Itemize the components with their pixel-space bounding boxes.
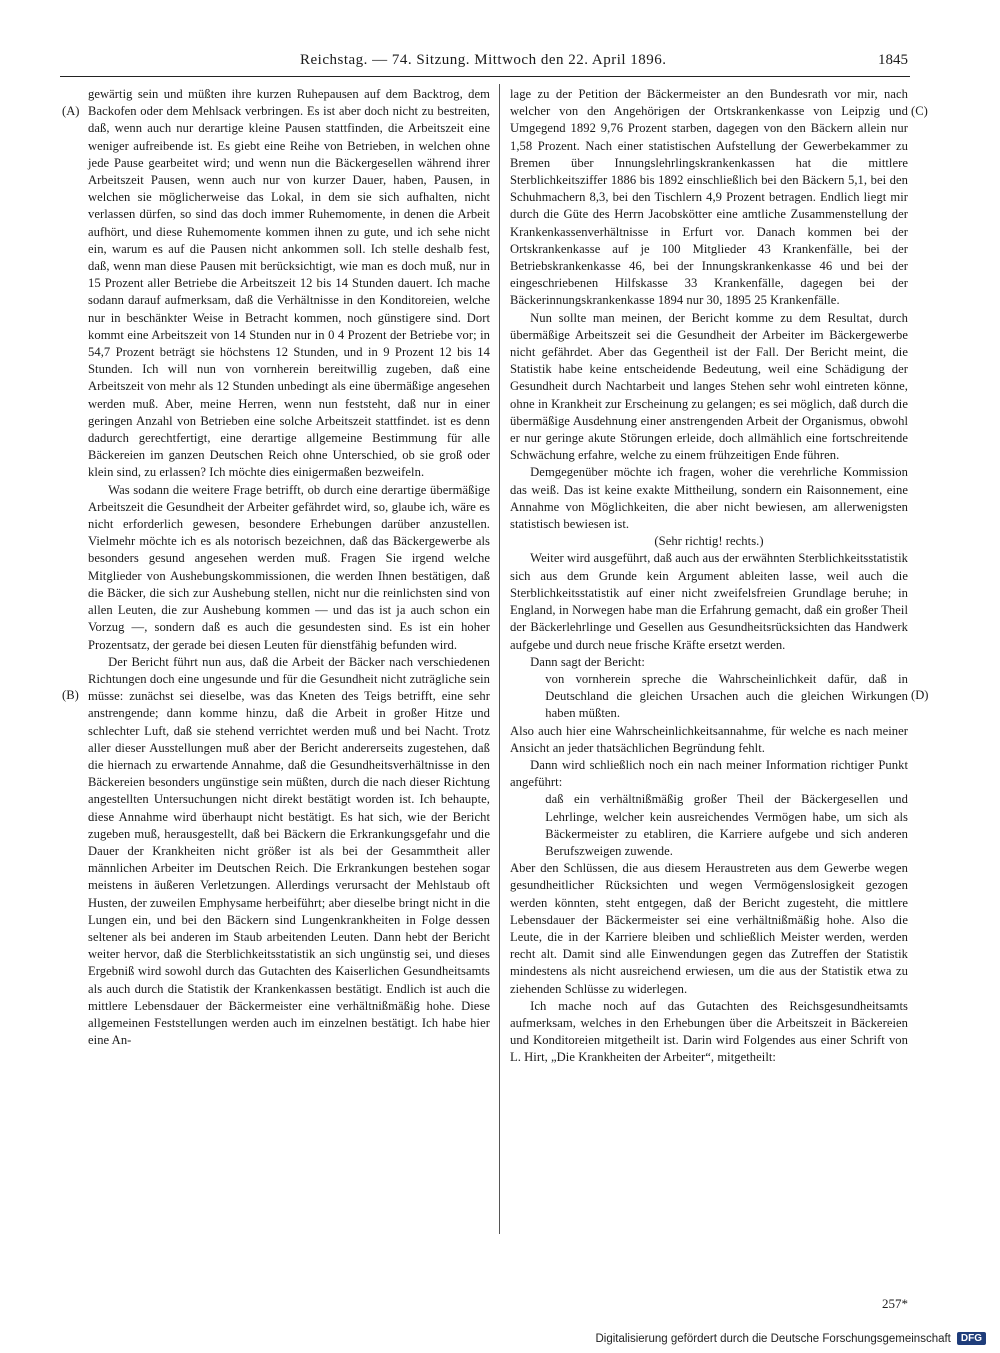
- paragraph: gewärtig sein und müßten ihre kurzen Ruhepausen auf dem Backtrog, dem Backofen oder dem Mehlsack verbringen. Es ist aber doch nicht zu bestreiten, daß, wenn auch nur derartige kleine Pausen stattfinden, die Arbeitszeit eine weniger aufreibende ist. Es giebt eine Reihe von Betrieben, in welchen ohne jede Pause gearbeitet wird; und wenn nun die Bäckergesellen während ihrer Arbeitszeit Pausen, wenn auch nur von kurzer Dauer, haben, Pausen, in welchen sie möglicherweise das Lokal, in dem sie sich aufhalten, nicht verlassen dürfen, so sind das doch immer Ruhemomente, in denen die Arbeit aufhört, und diese Ruhemomente kommen ihnen zu gute, und ich sehe nicht ein, warum es auf die Pausen nicht ankommen soll. Ich stelle deshalb fest, daß, wenn man diese Pausen mit berücksichtigt, wie man es doch muß, nur in 15 Prozent aller Betriebe die Arbeitszeit 12 bis 14 Stunden dauert. Ich mache sodann darauf aufmerksam, daß die Verhältnisse in den Konditoreien, welche nur in beschänkter Weise in Betracht kommen, noch günstigere sind. Dort kommt eine Arbeitszeit von 14 Stunden nur in 0 4 Prozent der Betriebe vor; in 54,7 Prozent beträgt sie höchstens 12 Stunden, und in 9 Prozent 12 bis 14 Stunden. Ich will nun von vornherein bereitwillig zugeben, daß eine Arbeitszeit von mehr als 12 Stunden unbedingt als eine übermäßige angesehen werden muß. Aber, meine Herren, wenn nun feststeht, daß nur in einer geringen Anzahl von Betrieben eine solche Arbeitszeit stattfindet. ist es denn dadurch gerechtfertigt, eine derartige allgemeine Bestimmung für alle Bäckereien im ganzen Deutschen Reich ohne Unterschied, ob sie groß oder klein sind, zu erlassen? Ich möchte dies einigermaßen bezweifeln.: [88, 87, 490, 480]
- margin-marker-c: (C): [911, 104, 928, 118]
- running-title: Reichstag. — 74. Sitzung. Mittwoch den 22. April 1896.: [300, 52, 667, 68]
- paragraph: Der Bericht führt nun aus, daß die Arbeit der Bäcker nach verschiedenen Richtungen doch eine ungesunde und für die Gesundheit nicht zuträgliche sein müsse: zunächst sei dieselbe, was das Kneten des Teigs betrifft, eine sehr anstrengende; dann komme hinzu, daß die Arbeit in großer Hitze und schlechter Luft, daß sie stehend verrichtet werden muß und bei Nacht. Trotz aller dieser Ausstellungen muß aber der Bericht andererseits zugestehen, daß die hiernach zu erwartende Annahme, daß die Gesundheitsverhältnisse in den Bäckereien besonders ungünstige sein müßten, durch die nach dieser Richtung angestellten Untersuchungen nicht direkt bestätigt worden ist. Ich behaupte, diese Annahme wird überhaupt nicht bestätigt. Es hat sich, wie der Bericht zugeben muß, herausgestellt, daß bei Bäckern die Erkrankungsgefahr und die Dauer der Krankheiten nicht größer ist als bei der Gesammtheit aller männlichen Arbeiter im Deutschen Reich. Die Erkrankungen bestehen sogar meistens in äußeren Verletzungen. Allerdings verursacht der Mehlstaub oft Husten, der zuweilen Emphysame herbeiführt; aber dieselbe bringt nicht in die Lungen ein, und bei den Bäckern sind Lungenkrankheiten in Folge dessen seltener als bei anderen im Staub arbeitenden Leuten. Dann hebt der Bericht weiter hervor, daß die Sterblichkeitsstatistik an sich ungünstig sei, und dieses Ergebniß wird sowohl durch das Gutachten des Kaiserlichen Gesundheitsamts als auch durch die Statistik der Krankenkassen bestätigt. Endlich ist auch die mittlere Lebensdauer der Bäckermeister eine verhältnißmäßig hohe. Diese allgemeinen Feststellungen werden auch im einzelnen bestätigt. Ich habe hier eine An-: [88, 654, 490, 1048]
- paragraph: Also auch hier eine Wahrscheinlichkeitsannahme, für welche es nach meiner Ansicht an jeder thatsächlichen Begründung fehlt.: [510, 723, 908, 755]
- footer: [595, 1332, 986, 1345]
- paragraph: Dann sagt der Bericht:: [530, 654, 645, 669]
- header-rule: [60, 76, 910, 77]
- quotation: daß ein verhältnißmäßig großer Theil der Bäckergesellen und Lehrlinge, welcher kein ausreichendes Vermögen habe, um sich als Bäckermeister zu etabliren, die Karriere aufgebe und sich anderen Berufszweigen zuwende.: [545, 792, 908, 858]
- footer-text: Digitalisierung gefördert durch die Deutsche Forschungsgemeinschaft: [595, 1332, 951, 1345]
- left-column: [88, 86, 490, 1276]
- margin-marker-d: (D): [911, 688, 929, 702]
- interjection: (Sehr richtig! rechts.): [654, 534, 764, 549]
- dfg-logo: DFG: [957, 1332, 986, 1345]
- paragraph: lage zu der Petition der Bäckermeister an den Bundesrath vor mir, nach welcher von den Angehörigen der Ortskrankenkasse von Leipzig und Umgegend 1892 9,76 Prozent starben, dagegen von den Bäckern allein nur 1,58 Prozent. Nach einer statistischen Aufstellung der Gewerbekammer zu Bremen über Innungslehrlingskrankenkassen hat die mittlere Sterblichkeitsziffer 1886 bis 1892 einschließlich bei den Bäckern 5,1, bei den Schuhmachern 8,3, bei den Tischlern 4,9 Prozent betragen. Endlich liegt mir durch die Güte des Herrn Jacobskötter eine amtliche Zusammenstellung der Krankenkassenverhältnisse in Erfurt vor. Danach kommen bei der Ortskrankenkasse auf je 100 Mitglieder 43 Krankenfälle, bei der Betriebskrankenkasse 46, bei der Innungskrankenkasse 46 und bei der eingeschriebenen Hilfskasse 33 Krankenfälle, dagegen bei der Bäckerinnungskrankenkasse 1894 nur 30, 1895 25 Krankenfälle.: [510, 87, 908, 308]
- paragraph: Demgegenüber möchte ich fragen, woher die verehrliche Kommission das weiß. Das ist keine exakte Mittheilung, sondern ein Raisonnement, eine Annahme von Möglichkeiten, die aber nicht bewiesen, am allerwenigsten statistisch bewiesen ist.: [510, 465, 908, 532]
- paragraph: Nun sollte man meinen, der Bericht komme zu dem Resultat, durch übermäßige Arbeitszeit sei die Gesundheit der Arbeiter im Bäckergewerbe nicht gefährdet. Aber das Gegentheil ist der Fall. Der Bericht meint, die Statistik habe keine entscheidende Bedeutung, weil eine Schädigung der Gesundheit durch Nachtarbeit und langes Stehen sehr wohl eintreten könne, ohne in Krankheit zur Erscheinung zu gelangen; es sei möglich, daß durch die übermäßige Ausdehnung einer anstrengenden Arbeit der Organismus, obwohl er nur geringe akute Störungen erleide, doch allmählich eine fortschreitende Schwächung erfahre, welche zu einem frühzeitigen Ende führen.: [510, 310, 908, 463]
- paragraph: Weiter wird ausgeführt, daß auch aus der erwähnten Sterblichkeitsstatistik sich aus dem Grunde kein Argument ableiten lasse, weil auch die Sterblichkeitsstatistik auf einer nicht zweifelsfreien Grundlage beruhe; in England, in Norwegen habe man die Erfahrung gemacht, daß ein großer Theil der Bäckerlehrlinge und Gesellen aus Gesundheitsrücksichten das Handwerk aufgebe und durch neue frische Kräfte ersetzt werden.: [510, 551, 908, 652]
- quotation: von vornherein spreche die Wahrscheinlichkeit dafür, daß in Deutschland die gleichen Ursachen auch die gleichen Wirkungen haben müßten.: [545, 671, 908, 721]
- signature-mark: 257*: [882, 1296, 908, 1311]
- margin-marker-b: (B): [62, 688, 79, 702]
- margin-marker-a: (A): [62, 104, 80, 118]
- page-number: 1845: [878, 52, 908, 68]
- column-divider: [499, 84, 500, 1234]
- paragraph: Dann wird schließlich noch ein nach meiner Information richtiger Punkt angeführt:: [510, 757, 908, 790]
- paragraph: Ich mache noch auf das Gutachten des Reichsgesundheitsamts aufmerksam, welches in den Erhebungen über die Arbeitszeit in Bäckereien und Konditoreien mitgetheilt ist. Darin wird Folgendes aus einer Schrift von L. Hirt, „Die Krankheiten der Arbeiter“, mitgetheilt:: [510, 998, 908, 1065]
- page-header: [0, 52, 1000, 74]
- paragraph: Aber den Schlüssen, die aus diesem Heraustreten aus dem Gewerbe wegen gesundheitlicher Rücksichten und wegen Vermögenslosigkeit gezogen werden könnten, steht entgegen, daß der Bericht zugesteht, die mittlere Lebensdauer der Bäckermeister sei eine verhältnißmäßig hohe. Also die Leute, die in der Karriere bleiben und schließlich Meister werden, werden recht alt. Damit sind alle Einwendungen gegen das Zutreffen der Statistik mindestens als nicht ausreichend erwiesen, um die aus der Statistik etwa zu ziehenden Schlüsse zu widerlegen.: [510, 861, 908, 996]
- paragraph: Was sodann die weitere Frage betrifft, ob durch eine derartige übermäßige Arbeitszeit die Gesundheit der Arbeiter gefährdet wird, so, glaube ich, wäre es nicht erforderlich gewesen, besondere Erhebungen darüber anzustellen. Vielmehr möchte ich es als notorisch bezeichnen, daß das Bäckergewerbe als besonders gesund angesehen werden muß. Fragen Sie irgend welche Mitglieder von Aushebungskommissionen, die werden Ihnen bestätigen, daß die Bäcker, die sich zur Aushebung stellen, nicht nur die reinlichsten sind von allen Leuten, die zur Aushebung kommen — und das ist ja auch schon ein Vorzug —, sondern daß es auch die gesundesten sind. Es ist ein hoher Prozentsatz, der gerade bei diesen Leuten für dienstfähig befunden wird.: [88, 482, 490, 652]
- right-column: [510, 86, 908, 1276]
